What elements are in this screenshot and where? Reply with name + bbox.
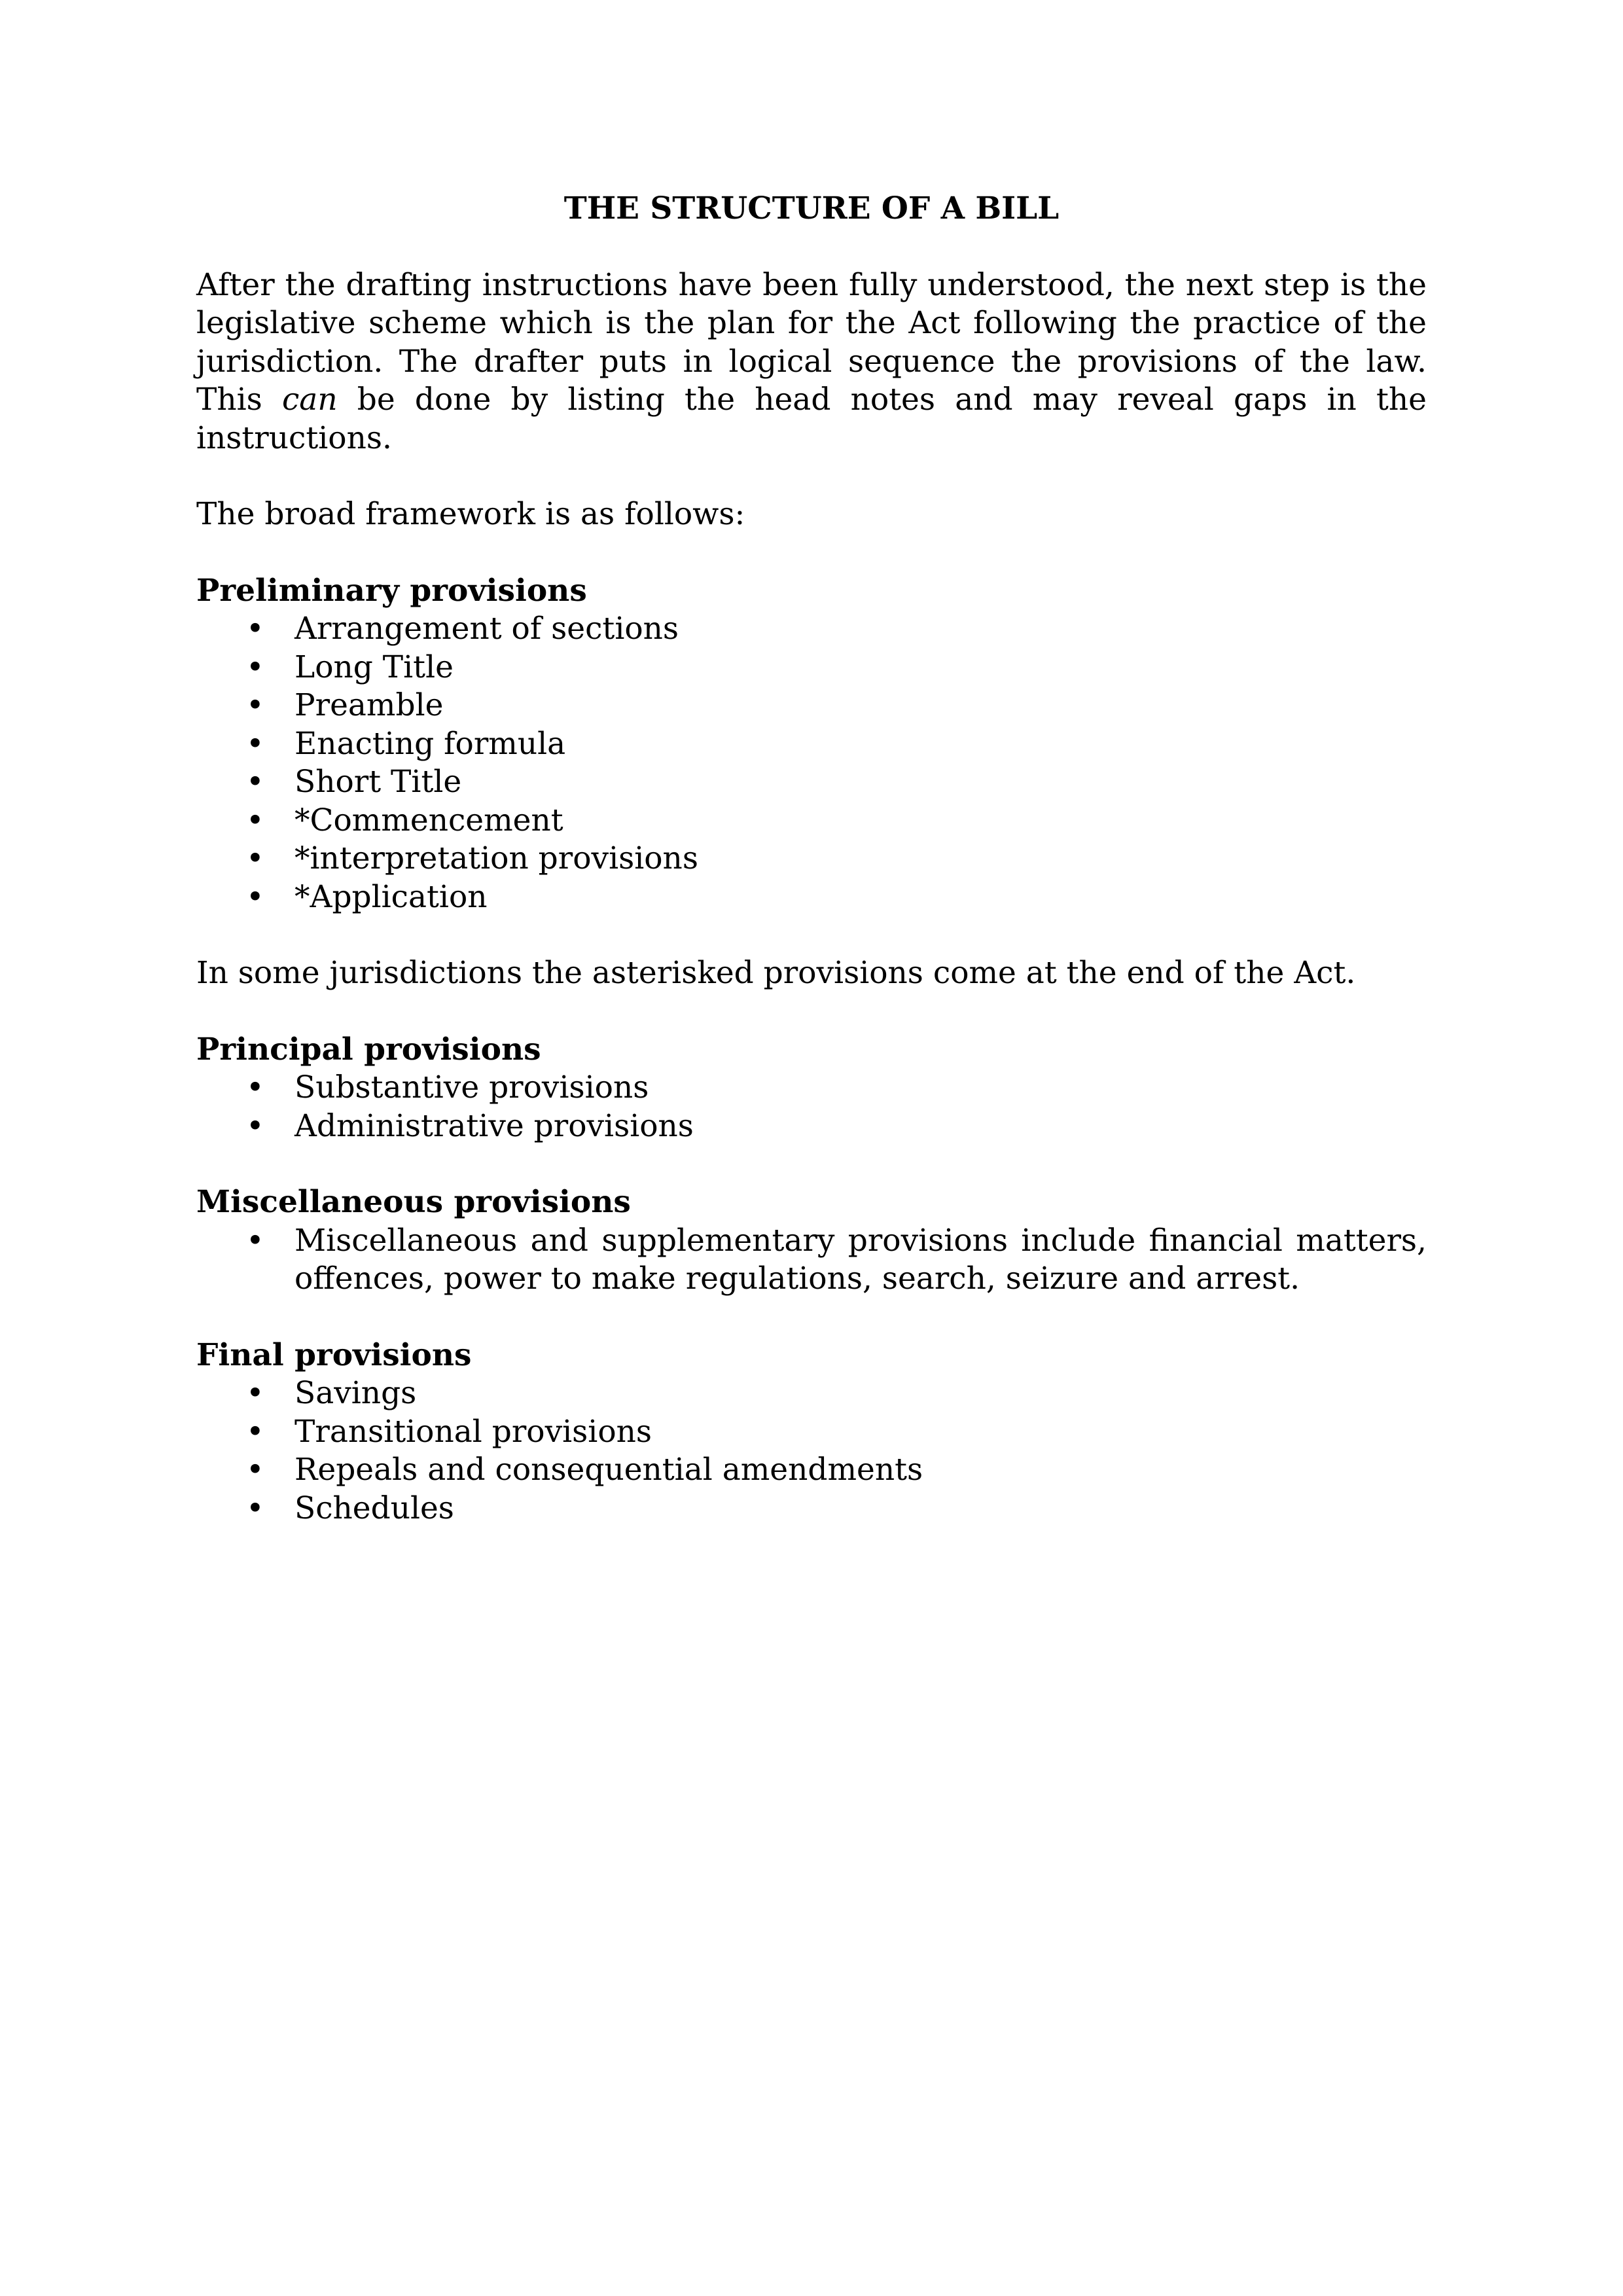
section-heading-miscellaneous: Miscellaneous provisions [196,1184,631,1220]
bullet-icon: • [246,1490,264,1526]
asterisk-note: In some jurisdictions the asterisked provisions come at the end of the Act. [196,955,1356,991]
list-item-text: Repeals and consequential amendments [294,1452,923,1488]
list-item-text: *Commencement [294,802,563,838]
list-item-text: Substantive provisions [294,1069,649,1105]
list-item [196,1107,1427,1146]
bullet-icon: • [246,764,264,800]
list-item [196,649,1427,687]
list-item-text: Preamble [294,687,444,723]
list-item [196,1222,1427,1299]
list-item [196,763,1427,802]
section-heading-preliminary: Preliminary provisions [196,572,587,609]
list-item [196,878,1427,917]
list-item [196,1374,1427,1413]
list-item [196,1451,1427,1490]
list-item [196,802,1427,840]
miscellaneous-list [196,1222,1427,1299]
list-item-text: Short Title [294,764,462,800]
list-item [196,1069,1427,1107]
list-item-text: Long Title [294,649,454,685]
bullet-icon: • [246,725,264,762]
final-list [196,1374,1427,1528]
bullet-icon: • [246,840,264,876]
list-item-text: Administrative provisions [294,1107,694,1144]
list-item-text: Miscellaneous and supplementary provisions include financial matters, offences, power to make regulations, search, seizure and arrest. [294,1222,1427,1297]
intro-text-end: be done by listing the head notes and may reveal gaps in the instructions. [196,382,1427,456]
list-item-text: *interpretation provisions [294,840,698,876]
intro-paragraph [196,266,1427,458]
intro-emphasis: can [281,382,338,418]
intro-text-start: After the drafting instructions have been fully understood, the next step is the legislative scheme which is the plan for the Act following the practice of the jurisdiction. The drafter puts in logical sequence the provisions of the law. This [196,266,1427,418]
section-heading-principal: Principal provisions [196,1031,541,1067]
list-item [196,610,1427,649]
list-item [196,1490,1427,1528]
list-item-text: Transitional provisions [294,1413,652,1450]
list-item [196,725,1427,764]
section-heading-final: Final provisions [196,1336,472,1373]
principal-list [196,1069,1427,1145]
framework-lead: The broad framework is as follows: [196,496,745,532]
bullet-icon: • [246,802,264,838]
list-item [196,687,1427,725]
list-item-text: Savings [294,1375,417,1411]
document-page [196,190,1427,1566]
list-item-text: Schedules [294,1490,454,1526]
bullet-icon: • [246,878,264,915]
list-item-text: Arrangement of sections [294,611,679,647]
bullet-icon: • [246,1069,264,1105]
list-item [196,840,1427,878]
bullet-icon: • [246,687,264,723]
preliminary-list [196,610,1427,916]
bullet-icon: • [246,1222,264,1259]
list-item-text: Enacting formula [294,725,566,762]
bullet-icon: • [246,1375,264,1411]
bullet-icon: • [246,649,264,685]
list-item-text: *Application [294,878,488,915]
document-title: THE STRUCTURE OF A BILL [563,190,1060,226]
bullet-icon: • [246,1452,264,1488]
bullet-icon: • [246,1107,264,1144]
bullet-icon: • [246,611,264,647]
bullet-icon: • [246,1413,264,1450]
list-item [196,1413,1427,1452]
